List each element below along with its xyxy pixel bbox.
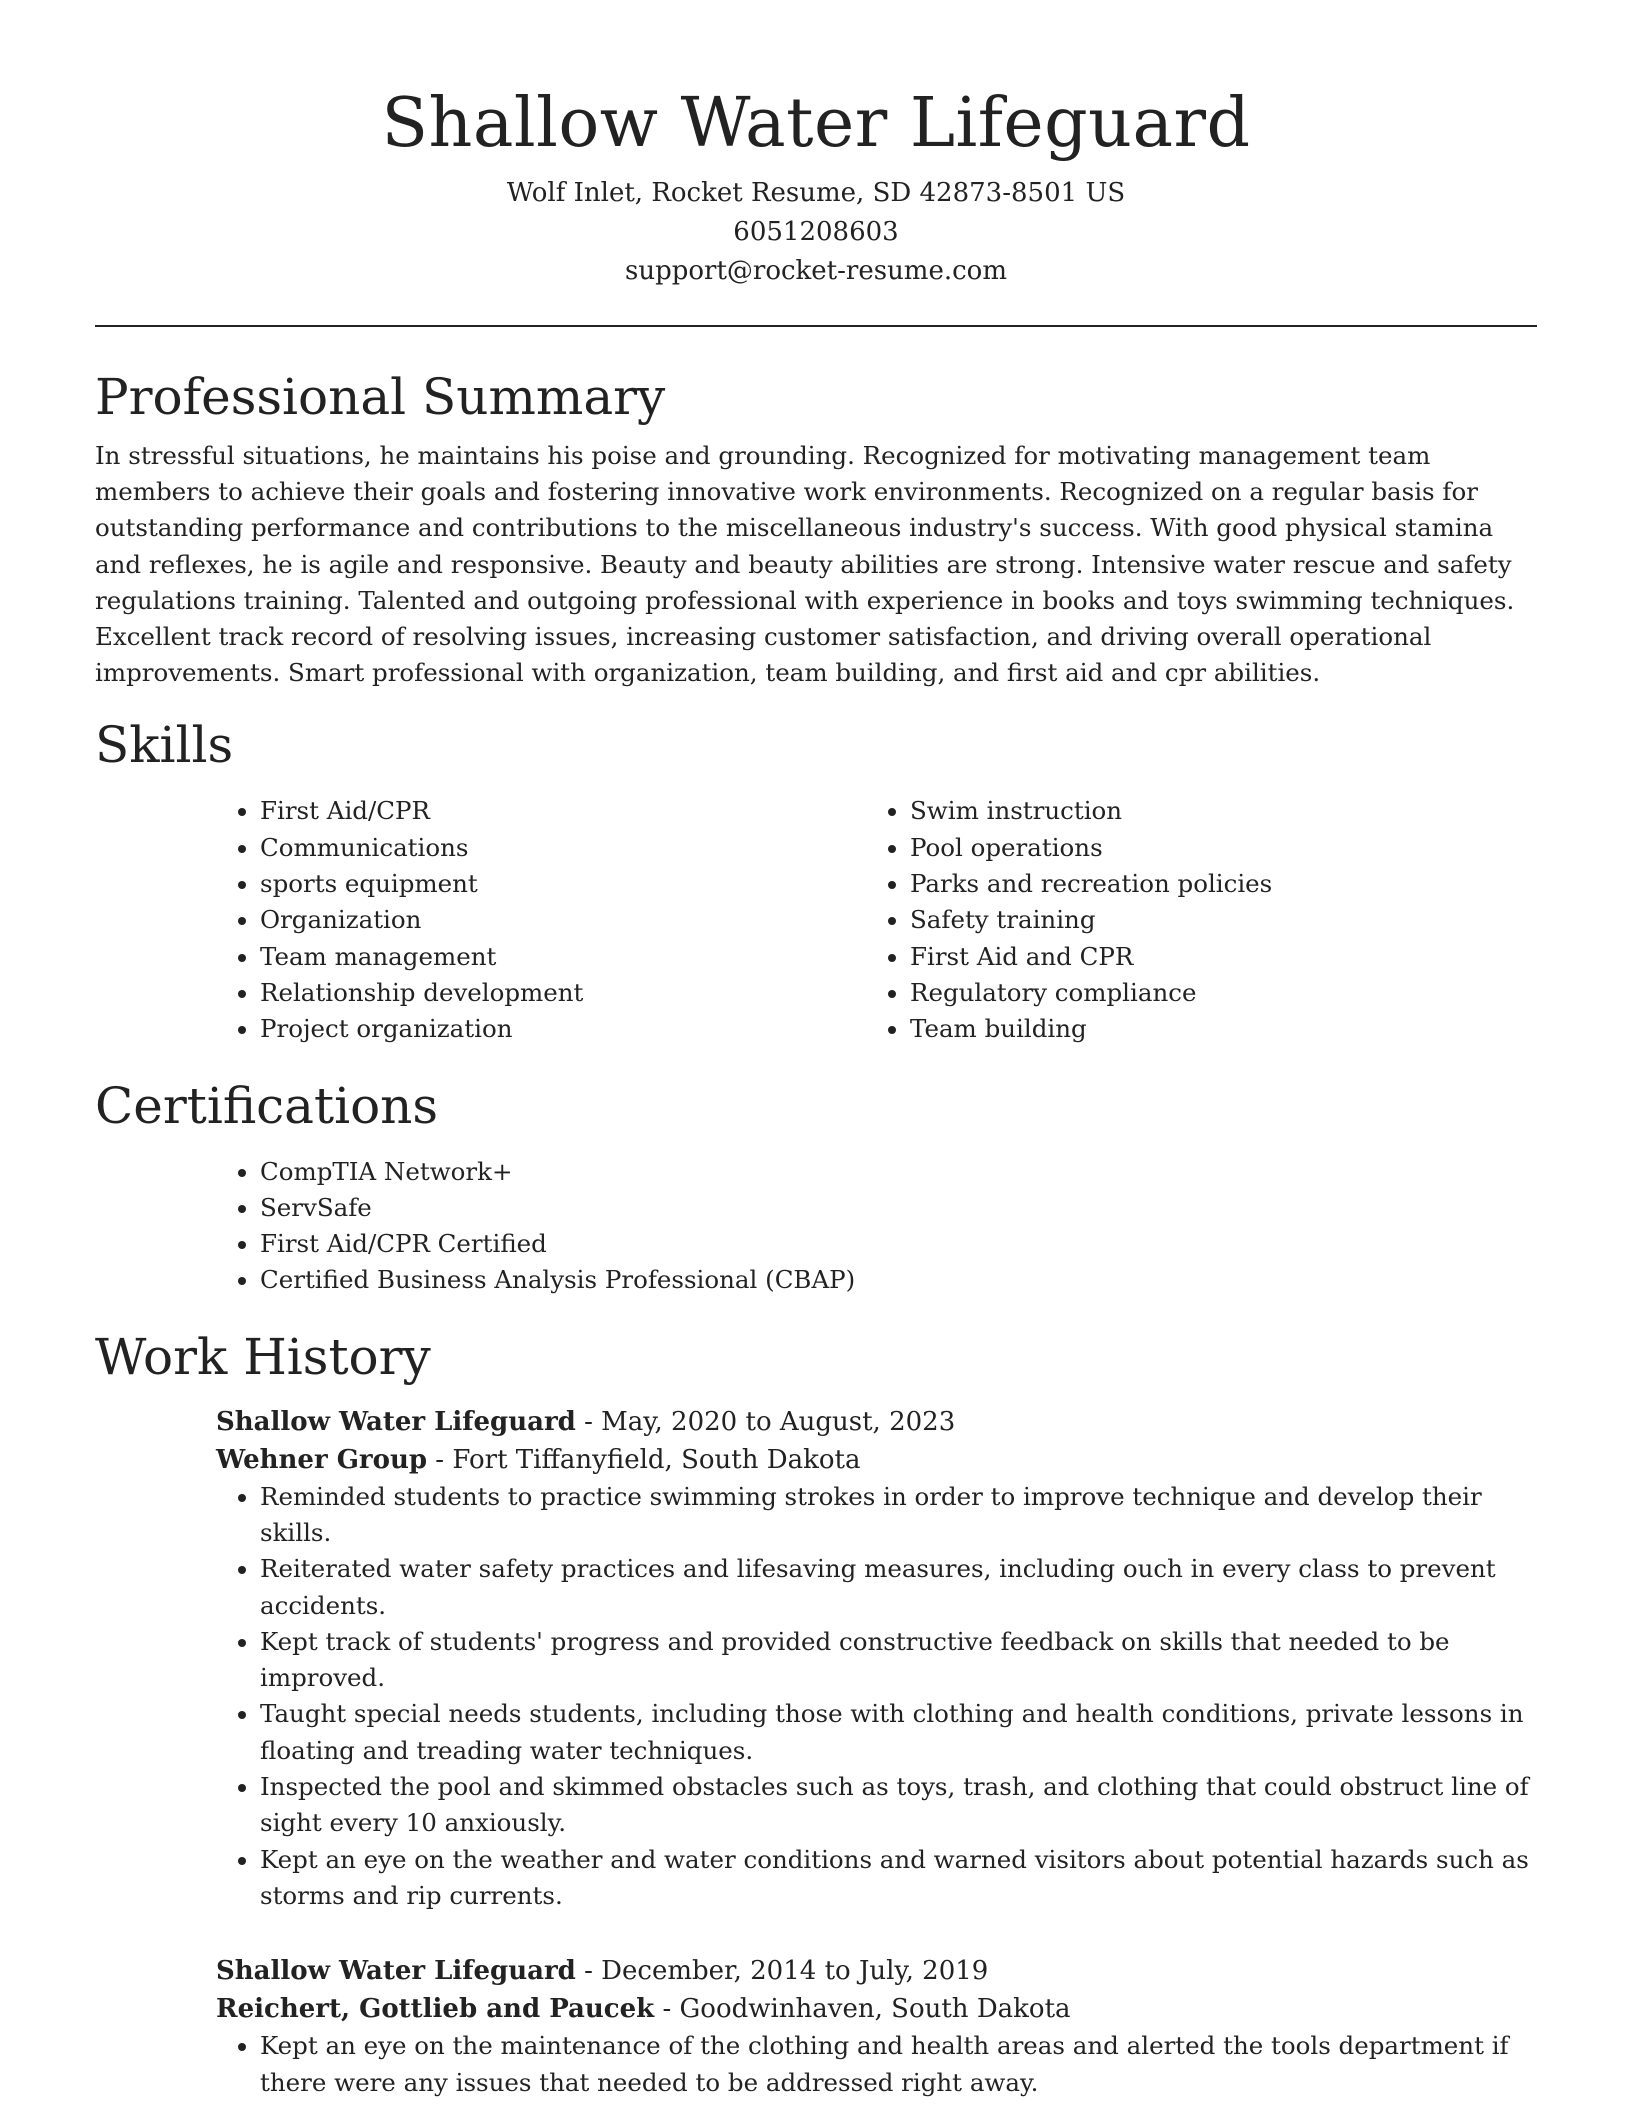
skill-item: • Project organization bbox=[260, 1011, 866, 1047]
summary-heading: Professional Summary bbox=[95, 368, 666, 426]
certifications-heading: Certifications bbox=[95, 1076, 439, 1135]
separator: - bbox=[427, 1444, 453, 1475]
duty-item: • Kept an eye on the maintenance of the clothing and health areas and alerted the tools department if there were any issues that needed to be addressed right away. bbox=[260, 2028, 1537, 2101]
job-title-line bbox=[216, 1952, 1537, 1990]
job-title: Shallow Water Lifeguard bbox=[216, 1956, 576, 1987]
certification-item: • CompTIA Network+ bbox=[260, 1154, 1537, 1190]
skill-item: • Pool operations bbox=[910, 830, 1516, 866]
email: support@rocket-resume.com bbox=[624, 256, 1007, 286]
job-dates: December, 2014 to July, 2019 bbox=[601, 1956, 989, 1987]
company-name: Wehner Group bbox=[216, 1444, 428, 1475]
skill-item: • sports equipment bbox=[260, 866, 866, 902]
job-company-line bbox=[216, 1441, 1537, 1479]
job-dates: May, 2020 to August, 2023 bbox=[601, 1406, 956, 1437]
candidate-name: Shallow Water Lifeguard bbox=[381, 84, 1251, 163]
certification-item: • Certified Business Analysis Professional (CBAP) bbox=[260, 1262, 1537, 1298]
duty-item: • Reiterated water safety practices and lifesaving measures, including ouch in every class to prevent accidents. bbox=[260, 1551, 1537, 1624]
skill-item: • First Aid/CPR bbox=[260, 793, 866, 829]
duty-item: • Inspected the pool and skimmed obstacles such as toys, trash, and clothing that could obstruct line of sight every 10 anxiously. bbox=[260, 1769, 1537, 1842]
skill-item: • Regulatory compliance bbox=[910, 975, 1516, 1011]
job-entry bbox=[216, 1952, 1537, 2101]
skill-item: • Parks and recreation policies bbox=[910, 866, 1516, 902]
skills-column-left bbox=[216, 793, 866, 1047]
separator: - bbox=[575, 1956, 602, 1987]
address: Wolf Inlet, Rocket Resume, SD 42873-8501 US bbox=[506, 178, 1126, 208]
skill-item: • Organization bbox=[260, 902, 866, 938]
job-location: Fort Tiffanyfield, South Dakota bbox=[452, 1444, 861, 1475]
summary-text: In stressful situations, he maintains his poise and grounding. Recognized for motivating management team members to achieve their goals and fostering innovative work environments. Recognized on a regular basis for outstanding performance and contributions to the miscellaneous industry's success. With good physical stamina and reflexes, he is agile and responsive. Beauty and beauty abilities are strong. Intensive water rescue and safety regulations training. Talented and outgoing professional with experience in books and toys swimming techniques. Excellent track record of resolving issues, increasing customer satisfaction, and driving overall operational improvements. Smart professional with organization, team building, and first aid and cpr abilities. bbox=[95, 441, 1515, 688]
certification-item: • First Aid/CPR Certified bbox=[260, 1226, 1537, 1262]
job-entry bbox=[216, 1403, 1537, 1915]
skill-item: • Communications bbox=[260, 830, 866, 866]
separator: - bbox=[654, 1994, 680, 2025]
skill-item: • Team building bbox=[910, 1011, 1516, 1047]
duty-item: • Reminded students to practice swimming strokes in order to improve technique and develop their skills. bbox=[260, 1479, 1537, 1552]
skills-list-left bbox=[216, 793, 866, 1047]
duty-item: • Kept an eye on the weather and water conditions and warned visitors about potential hazards such as storms and rip currents. bbox=[260, 1842, 1537, 1915]
skills-grid bbox=[216, 793, 1537, 1047]
job-duties-list bbox=[216, 2028, 1537, 2101]
contact-info bbox=[95, 174, 1537, 291]
skill-item: • Team management bbox=[260, 939, 866, 975]
job-title-line bbox=[216, 1403, 1537, 1441]
certifications-list bbox=[216, 1154, 1537, 1299]
skill-item: • Safety training bbox=[910, 902, 1516, 938]
company-name: Reichert, Gottlieb and Paucek bbox=[216, 1994, 655, 2025]
skill-item: • Swim instruction bbox=[910, 793, 1516, 829]
duty-item: • Taught special needs students, including those with clothing and health conditions, private lessons in floating and treading water techniques. bbox=[260, 1696, 1537, 1769]
job-duties-list bbox=[216, 1479, 1537, 1915]
job-company-line bbox=[216, 1990, 1537, 2028]
resume-header bbox=[95, 0, 1537, 291]
separator: - bbox=[575, 1406, 602, 1437]
job-title: Shallow Water Lifeguard bbox=[216, 1406, 576, 1437]
phone: 6051208603 bbox=[733, 217, 899, 247]
skill-item: • First Aid and CPR bbox=[910, 939, 1516, 975]
header-divider bbox=[95, 325, 1537, 327]
skills-list-right bbox=[866, 793, 1516, 1047]
certification-item: • ServSafe bbox=[260, 1190, 1537, 1226]
certifications-block bbox=[216, 1154, 1537, 1299]
duty-item: • Kept track of students' progress and provided constructive feedback on skills that needed to be improved. bbox=[260, 1624, 1537, 1697]
work-history-heading: Work History bbox=[95, 1327, 431, 1386]
skills-heading: Skills bbox=[95, 716, 234, 775]
skills-column-right bbox=[866, 793, 1516, 1047]
skill-item: • Relationship development bbox=[260, 975, 866, 1011]
job-location: Goodwinhaven, South Dakota bbox=[679, 1994, 1071, 2025]
resume-page bbox=[95, 0, 1537, 2101]
